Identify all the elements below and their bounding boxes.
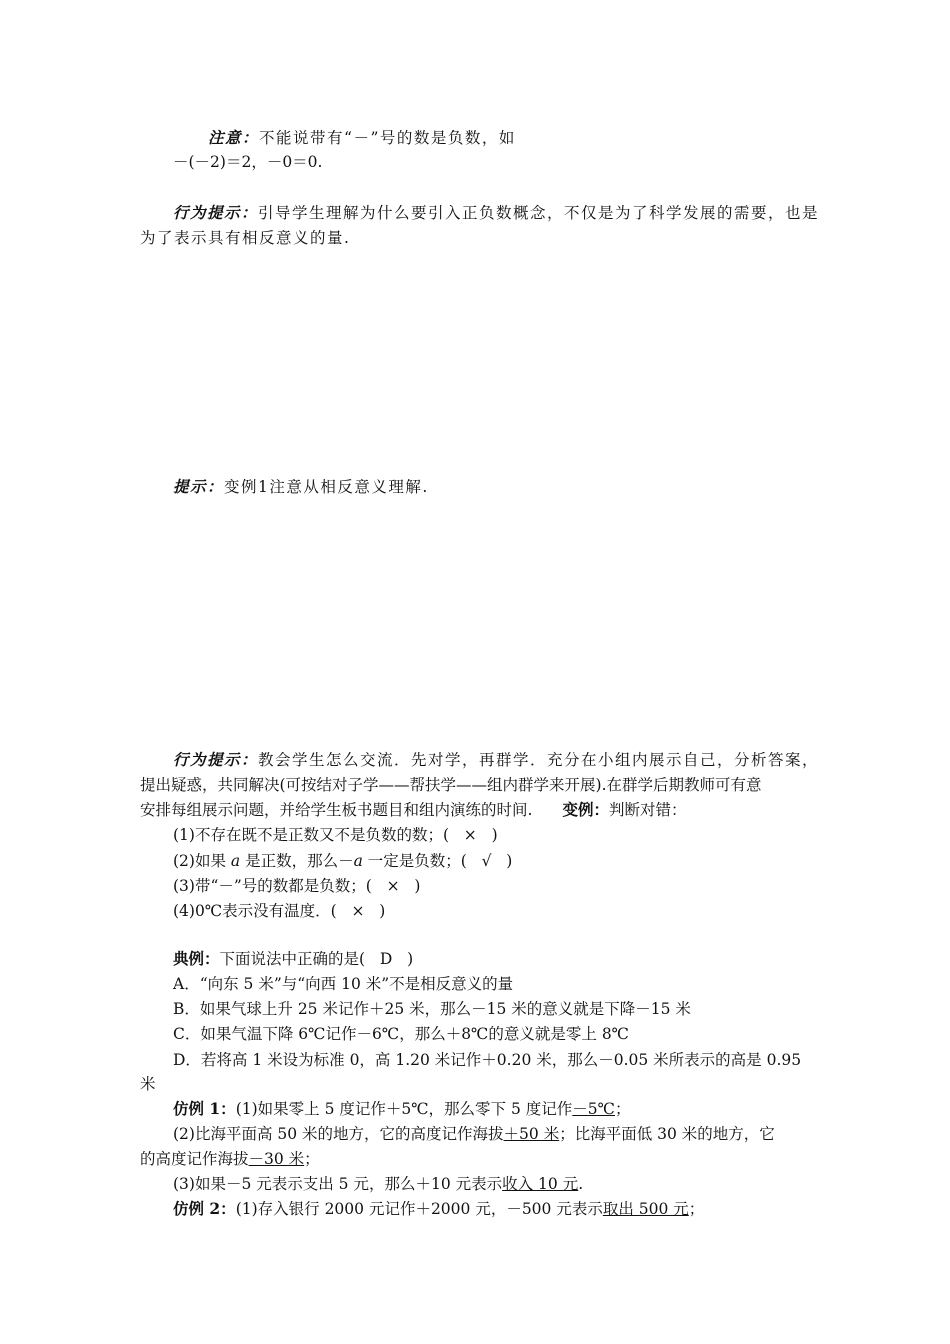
note-example-text: －(－2)＝2，－0＝0. xyxy=(173,153,323,171)
variant-item-4 xyxy=(173,901,385,921)
example-option-c xyxy=(173,1024,629,1044)
variant-item-3-answer: × xyxy=(386,877,400,895)
imitate1-q3-pre: (3)如果－5 元表示支出 5 元，那么＋10 元表示 xyxy=(173,1175,503,1193)
example-option-a-text: A．“向东 5 米”与“向西 10 米”不是相反意义的量 xyxy=(173,975,514,993)
imitate1-q1-post: ； xyxy=(614,1100,631,1118)
imitate2-label: 仿例 2： xyxy=(173,1199,236,1218)
variant-item-3-close: ) xyxy=(414,877,421,895)
variant-item-2-answer: √ xyxy=(481,852,492,870)
imitate1-q1-answer: －5℃ xyxy=(572,1100,615,1118)
imitate1-q2-line2-pre: 的高度记作海拔 xyxy=(140,1150,249,1168)
imitate1-q1-pre: (1)如果零上 5 度记作＋5℃，那么零下 5 度记作 xyxy=(235,1100,573,1118)
imitate1-q2-answer2: －30 米 xyxy=(248,1150,305,1168)
example-close: ) xyxy=(407,950,414,968)
hint2-label: 提示： xyxy=(173,477,225,496)
hint1-line2 xyxy=(140,228,350,248)
example-option-b-text: B．如果气球上升 25 米记作＋25 米，那么－15 米的意义就是下降－15 米 xyxy=(173,1000,691,1018)
hint1-line1 xyxy=(173,203,819,223)
imitate1-q3 xyxy=(173,1174,583,1194)
example-option-d-text: D．若将高 1 米设为标准 0，高 1.20 米记作＋0.20 米，那么－0.05 米所表示的高是 0.95 xyxy=(173,1051,802,1069)
imitate2-q1 xyxy=(173,1199,704,1219)
imitate1-q1 xyxy=(173,1099,631,1119)
example-question xyxy=(173,949,413,969)
variant-item-1-text: (1)不存在既不是正数又不是负数的数；( xyxy=(173,826,450,844)
variant-item-4-text: (4)0℃表示没有温度．( xyxy=(173,902,337,920)
variant-item-2-var2: a xyxy=(353,852,363,870)
hint2-text: 变例1注意从相反意义理解. xyxy=(224,478,429,496)
imitate2-q1-answer: 取出 500 元 xyxy=(602,1200,689,1218)
hint1-text2: 为了表示具有相反意义的量. xyxy=(140,229,351,247)
imitate1-q3-post: . xyxy=(578,1175,584,1193)
hint3-line3 xyxy=(140,800,686,820)
imitate1-q3-answer: 收入 10 元 xyxy=(502,1175,579,1193)
hint3-label: 行为提示： xyxy=(173,750,259,769)
variant-item-1 xyxy=(173,825,498,845)
variant-item-2 xyxy=(173,851,512,871)
note-text: 不能说带有“－”号的数是负数，如 xyxy=(259,129,516,147)
note-example xyxy=(173,152,322,172)
hint1-text1: 引导学生理解为什么要引入正负数概念，不仅是为了科学发展的需要，也是 xyxy=(258,204,820,222)
imitate1-q2-mid: ；比海平面低 30 米的地方，它 xyxy=(559,1125,775,1143)
variant-item-2-mid: 是正数，那么－ xyxy=(240,852,354,870)
example-option-c-text: C．如果气温下降 6℃记作－6℃，那么＋8℃的意义就是零上 8℃ xyxy=(173,1025,630,1043)
hint1-label: 行为提示： xyxy=(173,203,259,222)
variant-item-4-close: ) xyxy=(379,902,386,920)
variant-item-2-pre: (2)如果 xyxy=(173,852,231,870)
imitate1-q2-line1 xyxy=(173,1124,775,1144)
variant-label: 变例： xyxy=(562,800,609,819)
variant-item-3 xyxy=(173,876,420,896)
hint3-line2 xyxy=(140,775,762,795)
hint3-text3: 安排每组展示问题，并给学生板书题目和组内演练的时间. xyxy=(140,801,533,819)
variant-item-1-answer: × xyxy=(463,826,477,844)
note-label: 注意： xyxy=(208,128,260,147)
hint3-line1 xyxy=(173,750,819,770)
imitate1-q2-line2 xyxy=(140,1149,320,1169)
imitate1-q2-pre: (2)比海平面高 50 米的地方，它的高度记作海拔 xyxy=(173,1125,504,1143)
imitate2-q1-post: ； xyxy=(688,1200,705,1218)
imitate1-label: 仿例 1： xyxy=(173,1099,236,1118)
hint3-text2: 提出疑惑，共同解决(可按结对子学——帮扶学——组内群学来开展).在群学后期教师可有意 xyxy=(140,776,762,794)
variant-item-4-answer: × xyxy=(351,902,365,920)
hint2-line xyxy=(173,477,429,497)
example-question-text: 下面说法中正确的是( xyxy=(219,950,366,968)
variant-item-2-var1: a xyxy=(230,852,241,870)
variant-item-3-text: (3)带“－”号的数都是负数；( xyxy=(173,877,372,895)
hint3-text1: 教会学生怎么交流．先对学，再群学．充分在小组内展示自己，分析答案， xyxy=(258,751,820,769)
example-option-d xyxy=(173,1050,801,1070)
variant-title: 判断对错： xyxy=(608,801,687,819)
example-option-a xyxy=(173,974,513,994)
variant-item-2-post: 一定是负数；( xyxy=(362,852,467,870)
example-option-d-wrap xyxy=(140,1074,156,1094)
imitate1-q2-answer1: ＋50 米 xyxy=(503,1125,560,1143)
variant-item-1-close: ) xyxy=(491,826,498,844)
imitate2-q1-pre: (1)存入银行 2000 元记作＋2000 元，－500 元表示 xyxy=(235,1200,603,1218)
note-paragraph xyxy=(208,128,516,148)
imitate1-q2-post: ； xyxy=(304,1150,320,1168)
example-label: 典例： xyxy=(173,949,220,968)
example-option-d-wrap-text: 米 xyxy=(140,1075,156,1093)
variant-item-2-close: ) xyxy=(506,852,513,870)
example-option-b xyxy=(173,999,691,1019)
example-answer: D xyxy=(379,950,393,968)
